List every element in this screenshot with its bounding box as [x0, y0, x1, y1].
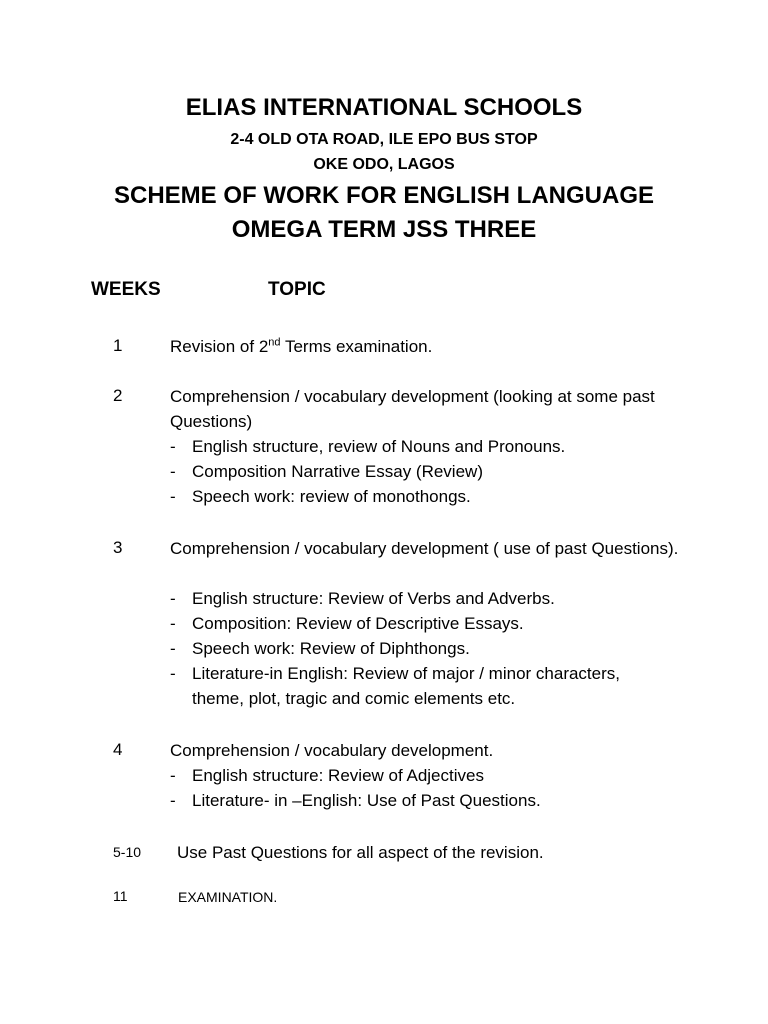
school-name: ELIAS INTERNATIONAL SCHOOLS: [185, 94, 583, 121]
week-topic: Comprehension / vocabulary development.: [170, 741, 494, 760]
list-dash: -: [170, 614, 176, 633]
week-number: 4: [113, 740, 123, 759]
subtopic-text: Literature- in –English: Use of Past Questions.: [192, 791, 541, 810]
subtopic-item: [170, 611, 680, 636]
address-line-1: 2-4 OLD OTA ROAD, ILE EPO BUS STOP: [230, 131, 538, 148]
subtopic-item: [170, 763, 680, 788]
scheme-subtitle: OMEGA TERM JSS THREE: [231, 216, 537, 243]
list-dash: -: [170, 791, 176, 810]
week-number: 11: [113, 888, 128, 904]
list-dash: -: [170, 589, 176, 608]
week-topic: EXAMINATION.: [178, 889, 278, 905]
subtopic-text: English structure: Review of Verbs and Adverbs.: [192, 589, 555, 608]
subtopic-text: Speech work: Review of Diphthongs.: [192, 639, 470, 658]
week-topic: Comprehension / vocabulary development (looking at some past Questions): [170, 387, 655, 431]
subtopic-item: [170, 586, 680, 611]
subtopic-item: [170, 661, 670, 711]
week-number: 1: [113, 336, 123, 355]
weeks-column-heading: WEEKS: [91, 279, 161, 300]
subtopic-text: Composition Narrative Essay (Review): [192, 462, 483, 481]
scheme-title: SCHEME OF WORK FOR ENGLISH LANGUAGE: [114, 182, 654, 209]
subtopic-text: English structure, review of Nouns and Pronouns.: [192, 437, 566, 456]
list-dash: -: [170, 462, 176, 481]
subtopic-text: Composition: Review of Descriptive Essays.: [192, 614, 524, 633]
week-number: 5-10: [113, 844, 142, 860]
week-topic-text: Terms examination.: [280, 337, 433, 356]
subtopic-item: [170, 788, 680, 813]
week-number: 2: [113, 386, 123, 405]
subtopic-item: [170, 459, 680, 484]
list-dash: -: [170, 639, 176, 658]
week-number: 3: [113, 538, 123, 557]
week-topic: [170, 334, 680, 359]
subtopic-item: [170, 636, 680, 661]
subtopic-item: [170, 434, 680, 459]
address-line-2: OKE ODO, LAGOS: [313, 156, 455, 173]
subtopic-text: English structure: Review of Adjectives: [192, 766, 484, 785]
week-topic: Comprehension / vocabulary development ( use of past Questions).: [170, 539, 679, 558]
ordinal-suffix: nd: [268, 336, 281, 349]
list-dash: -: [170, 487, 176, 506]
week-topic-text: Revision of 2: [170, 337, 269, 356]
list-dash: -: [170, 766, 176, 785]
week-topic: Use Past Questions for all aspect of the revision.: [177, 843, 544, 862]
list-dash: -: [170, 437, 176, 456]
subtopic-text: Literature-in English: Review of major / minor characters, theme, plot, tragic and comic elements etc.: [192, 664, 620, 708]
subtopic-item: [170, 484, 680, 509]
list-dash: -: [170, 664, 176, 683]
subtopic-text: Speech work: review of monothongs.: [192, 487, 471, 506]
topic-column-heading: TOPIC: [268, 279, 326, 300]
